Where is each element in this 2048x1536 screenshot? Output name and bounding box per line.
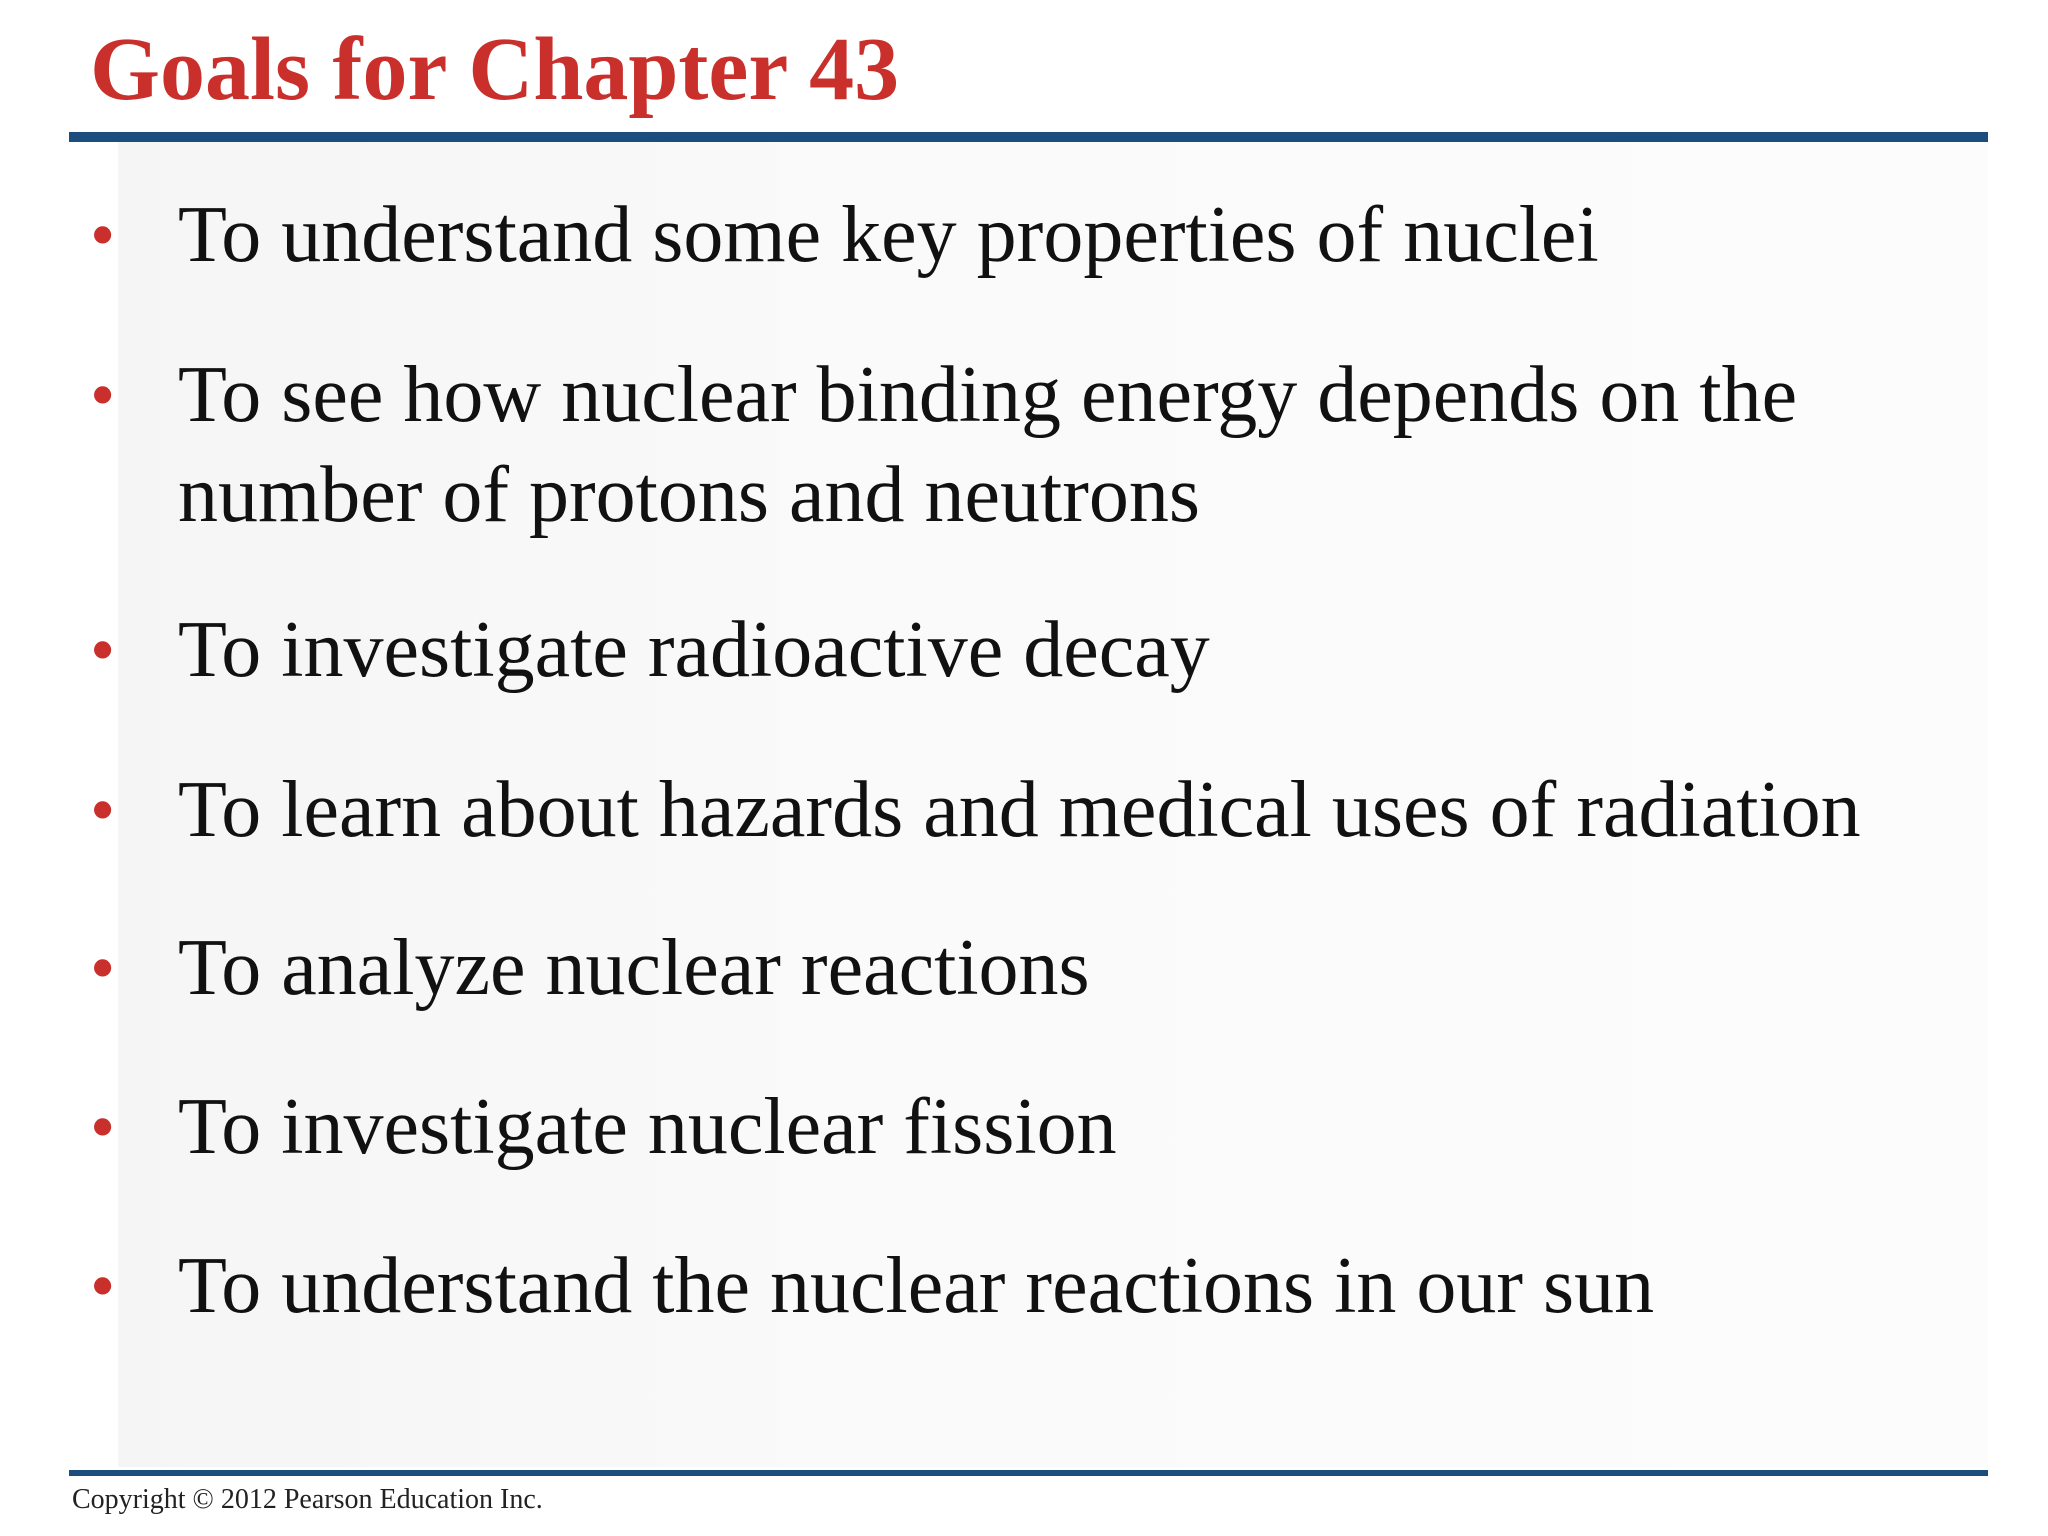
bullet-dot: • xyxy=(90,195,116,275)
bullet-dot: • xyxy=(90,355,116,435)
slide-title: Goals for Chapter 43 xyxy=(90,20,900,119)
footer-divider xyxy=(69,1470,1988,1476)
copyright-notice: Copyright © 2012 Pearson Education Inc. xyxy=(72,1484,543,1515)
bullet-text: To analyze nuclear reactions xyxy=(178,924,1090,1012)
bullet-dot: • xyxy=(90,770,116,850)
bullet-text: To see how nuclear binding energy depends on the number of protons and neutrons xyxy=(178,351,1798,539)
bullet-text: To investigate nuclear fission xyxy=(178,1083,1117,1171)
bullet-text: To investigate radioactive decay xyxy=(178,606,1210,694)
bullet-dot: • xyxy=(90,1087,116,1167)
bullet-text: To understand some key properties of nuclei xyxy=(178,191,1599,279)
bullet-text: To learn about hazards and medical uses of radiation xyxy=(178,766,1861,854)
bullet-text: To understand the nuclear reactions in our sun xyxy=(178,1242,1655,1330)
title-divider xyxy=(69,132,1988,142)
bullet-dot: • xyxy=(90,610,116,690)
bullet-dot: • xyxy=(90,928,116,1008)
bullet-dot: • xyxy=(90,1246,116,1326)
